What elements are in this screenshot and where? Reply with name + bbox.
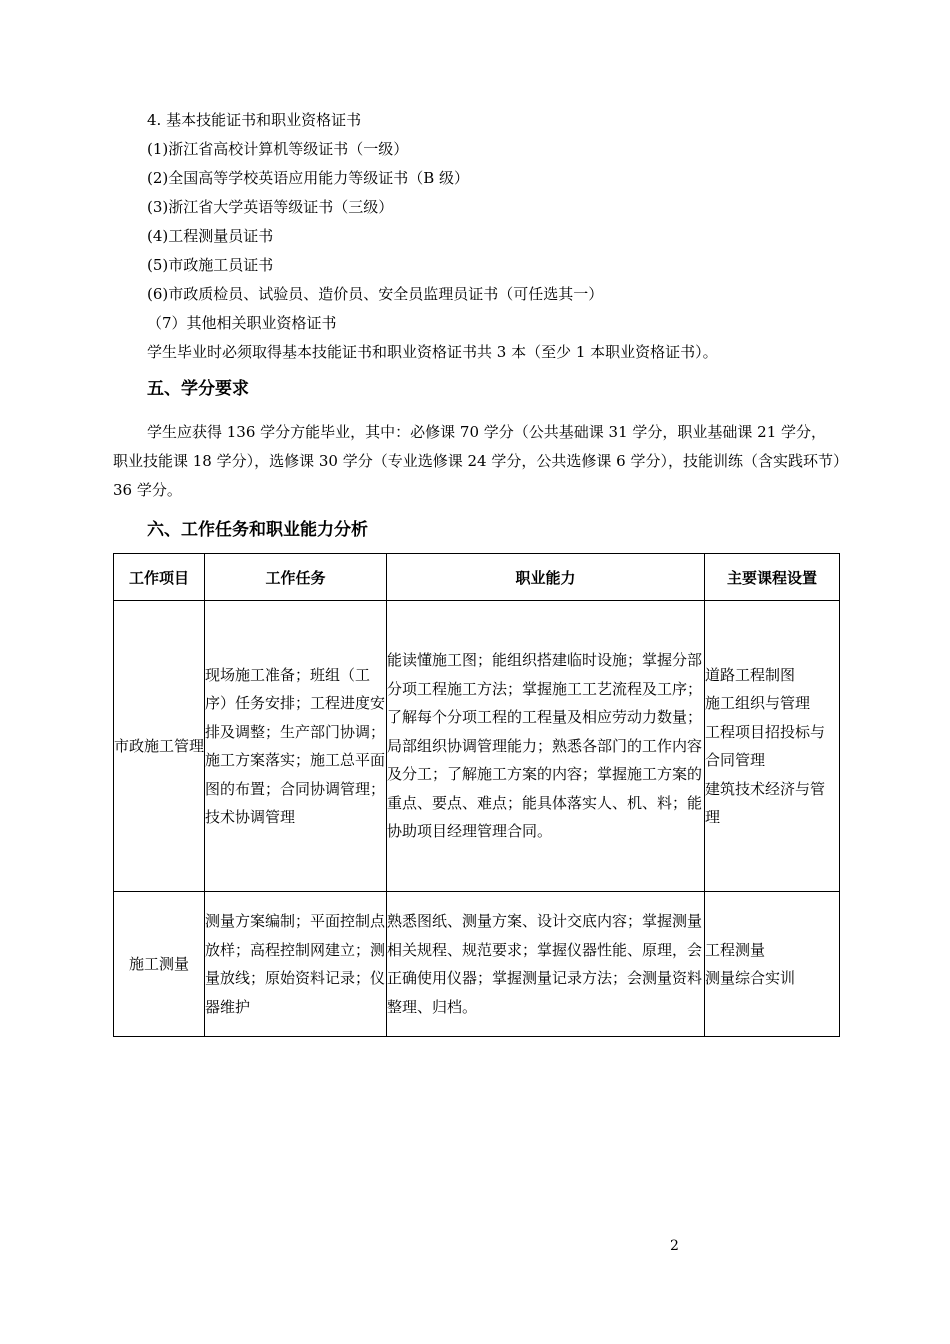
certificate-item: (2)全国高等学校英语应用能力等级证书（B 级） [147,169,470,187]
ability-cell: 熟悉图纸、测量方案、设计交底内容；掌握测量相关规程、规范要求；掌握仪器性能、原理，会正确使用仪器；掌握测量记录方法；会测量资料整理、归档。 [387,892,705,1037]
table-row [114,601,840,892]
certificates-note: 学生毕业时必须取得基本技能证书和职业资格证书共 3 本（至少 1 本职业资格证书）。 [147,343,718,361]
analysis-table [113,553,840,1037]
header-courses: 主要课程设置 [705,554,840,601]
page-number: 2 [670,1238,679,1254]
credits-text: 学生应获得 136 学分方能毕业，其中：必修课 70 学分（公共基础课 31 学分，职业基础课 21 学分，职业技能课 18 学分），选修课 30 学分（专业选修课 24 学分，公共选修课 6 学分），技能训练（含实践环节）36 学分。 [113,423,841,499]
course-item: 工程测量 [705,940,766,959]
certificate-item: (6)市政质检员、试验员、造价员、安全员监理员证书（可任选其一） [147,285,604,303]
analysis-heading: 六、工作任务和职业能力分析 [147,520,368,540]
course-item: 施工组织与管理 [705,694,811,712]
work-item-cell: 市政施工管理 [114,601,205,892]
course-item: 道路工程制图 [705,665,796,684]
header-work-task: 工作任务 [205,554,387,601]
course-item: 工程项目招投标与合同管理 [705,722,826,769]
certificate-item: (3)浙江省大学英语等级证书（三级） [147,198,394,216]
courses-cell [705,892,840,1037]
credits-paragraph [113,418,841,505]
certificate-item: (1)浙江省高校计算机等级证书（一级） [147,140,409,158]
table-row [114,892,840,1037]
certificate-item: (5)市政施工员证书 [147,256,274,274]
table-header-row [114,554,840,601]
ability-cell: 能读懂施工图；能组织搭建临时设施；掌握分部分项工程施工方法；掌握施工工艺流程及工序；了解每个分项工程的工程量及相应劳动力数量；局部组织协调管理能力；熟悉各部门的工作内容及分工；了解施工方案的内容；掌握施工方案的重点、要点、难点；能具体落实人、机、料；能协助项目经理管理合同。 [387,601,705,892]
work-task-cell: 现场施工准备；班组（工序）任务安排；工程进度安排及调整；生产部门协调；施工方案落实；施工总平面图的布置；合同协调管理；技术协调管理 [205,601,387,892]
credits-heading: 五、学分要求 [147,379,249,399]
course-item: 建筑技术经济与管理 [705,779,826,826]
header-ability: 职业能力 [387,554,705,601]
courses-cell [705,601,840,892]
work-item-cell: 施工测量 [114,892,205,1037]
course-item: 测量综合实训 [705,969,796,987]
certificates-heading: 4. 基本技能证书和职业资格证书 [147,111,362,129]
certificate-item: (4)工程测量员证书 [147,227,274,245]
header-work-item: 工作项目 [114,554,205,601]
work-task-cell: 测量方案编制；平面控制点放样；高程控制网建立；测量放线；原始资料记录；仪器维护 [205,892,387,1037]
certificate-item: （7）其他相关职业资格证书 [147,314,337,332]
